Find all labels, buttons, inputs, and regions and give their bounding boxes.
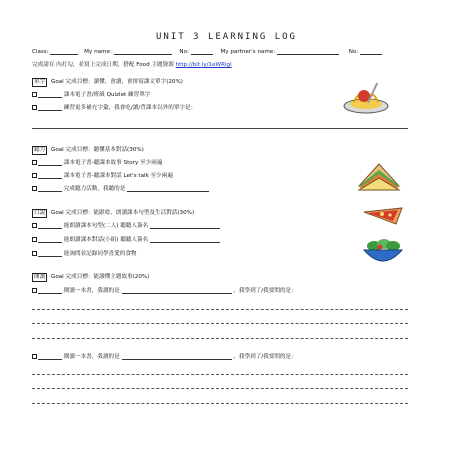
vocab-checkbox-1[interactable] bbox=[32, 92, 37, 97]
vocab-answer-line[interactable] bbox=[32, 128, 408, 129]
reading-item-2-suffix: ，我學到了/我要問的是： bbox=[233, 354, 297, 360]
reading-line-1[interactable] bbox=[32, 309, 408, 310]
listening-tag: 聽力 bbox=[34, 147, 46, 153]
vocab-checkbox-2[interactable] bbox=[32, 105, 37, 110]
speaking-checkbox-1[interactable] bbox=[32, 223, 37, 228]
listening-date-3[interactable] bbox=[38, 185, 62, 192]
spaghetti-icon bbox=[340, 80, 392, 116]
reading-book-2[interactable] bbox=[122, 353, 232, 360]
pizza-icon bbox=[362, 206, 404, 228]
sandwich-icon bbox=[355, 160, 403, 194]
listening-answer-field[interactable] bbox=[127, 185, 209, 192]
vocab-item-2 bbox=[32, 103, 196, 111]
vocab-item-2-text: 練習更多補充字彙，我會吃/讀/背課本以外的單字是： bbox=[63, 105, 197, 111]
partner-field[interactable] bbox=[277, 48, 339, 55]
listening-item-1-text: 課本電子書-聽課本故事 Story 至少兩遍 bbox=[63, 160, 163, 166]
reading-line-4[interactable] bbox=[32, 374, 408, 375]
reading-item-2-prefix: 閱讀一本書，我讀的是 bbox=[63, 354, 120, 360]
speaking-goal-text: Goal 完成目標：能跟唸、朗讀課本句型及生活對話(30%) bbox=[50, 210, 195, 216]
no-field[interactable] bbox=[191, 48, 213, 55]
class-label: Class: bbox=[32, 49, 49, 55]
listening-checkbox-2[interactable] bbox=[32, 173, 37, 178]
speaking-checkbox-3[interactable] bbox=[32, 251, 37, 256]
instructions bbox=[32, 60, 232, 68]
vocab-item-1-text: 課本電子書/班級 Quizlet 練習單字 bbox=[63, 92, 151, 98]
resource-link[interactable]: http://bit.ly/1eWRigl bbox=[175, 62, 232, 68]
vocab-tag: 單字 bbox=[34, 79, 46, 85]
speaking-date-1[interactable] bbox=[38, 222, 62, 229]
vocab-date-1[interactable] bbox=[38, 91, 62, 98]
header-row bbox=[32, 48, 382, 55]
reading-item-2 bbox=[32, 352, 297, 360]
reading-line-2[interactable] bbox=[32, 323, 408, 324]
listening-checkbox-1[interactable] bbox=[32, 160, 37, 165]
reading-line-5[interactable] bbox=[32, 388, 408, 389]
class-field[interactable] bbox=[50, 48, 78, 55]
no2-field[interactable] bbox=[360, 48, 382, 55]
listening-item-2 bbox=[32, 171, 173, 179]
listening-item-3-text: 完成聽力活動，我聽的是 bbox=[63, 186, 126, 192]
no2-label: No: bbox=[348, 49, 359, 55]
reading-book-1[interactable] bbox=[122, 287, 232, 294]
speaking-tag: 口說 bbox=[34, 210, 46, 216]
name-label: My name: bbox=[84, 49, 112, 55]
reading-tag: 閱讀 bbox=[34, 274, 46, 280]
reading-item-1-prefix: 閱讀一本書，我讀的是 bbox=[63, 288, 120, 294]
partner-label: My partner's name: bbox=[220, 49, 276, 55]
reading-date-2[interactable] bbox=[38, 353, 62, 360]
speaking-signature-1[interactable] bbox=[150, 222, 220, 229]
reading-line-3[interactable] bbox=[32, 338, 408, 339]
listening-item-2-text: 課本電子書-聽課本對話 Let's talk 至少兩遍 bbox=[63, 173, 173, 179]
name-field[interactable] bbox=[114, 48, 172, 55]
speaking-goal bbox=[32, 208, 194, 218]
speaking-item-2-text: 能朗讀課本對話(小組) 聽聽人簽名 bbox=[63, 237, 149, 243]
speaking-checkbox-2[interactable] bbox=[32, 237, 37, 242]
speaking-signature-2[interactable] bbox=[150, 236, 220, 243]
reading-line-6[interactable] bbox=[32, 403, 408, 404]
speaking-item-1 bbox=[32, 221, 220, 229]
no-label: No: bbox=[179, 49, 189, 55]
reading-goal-text: Goal 完成目標：能讀懂主題故事(20%) bbox=[50, 274, 150, 280]
speaking-item-1-text: 能朗讀課本句型(二人) 聽聽人簽名 bbox=[63, 223, 149, 229]
listening-goal-text: Goal 完成目標：聽懂基本對話(30%) bbox=[50, 147, 144, 153]
speaking-date-2[interactable] bbox=[38, 236, 62, 243]
vocab-date-2[interactable] bbox=[38, 104, 62, 111]
reading-item-1-suffix: ，我學到了/我要問的是： bbox=[233, 288, 297, 294]
listening-goal bbox=[32, 145, 144, 155]
listening-item-3 bbox=[32, 184, 209, 192]
vocab-item-1 bbox=[32, 90, 150, 98]
page-title: UNIT 3 LEARNING LOG bbox=[156, 32, 297, 42]
instructions-text: 完成請在 內打勾，並寫上完成日期，搭配 Food 主題資源 bbox=[32, 62, 174, 68]
reading-date-1[interactable] bbox=[38, 287, 62, 294]
reading-checkbox-1[interactable] bbox=[32, 288, 37, 293]
listening-date-1[interactable] bbox=[38, 159, 62, 166]
speaking-date-3[interactable] bbox=[38, 250, 62, 257]
reading-goal bbox=[32, 272, 149, 282]
listening-date-2[interactable] bbox=[38, 172, 62, 179]
vocab-goal bbox=[32, 77, 183, 87]
reading-checkbox-2[interactable] bbox=[32, 354, 37, 359]
listening-checkbox-3[interactable] bbox=[32, 186, 37, 191]
listening-item-1 bbox=[32, 158, 162, 166]
reading-item-1 bbox=[32, 286, 297, 294]
speaking-item-3-text: 能詢問並記錄同學喜愛的食物 bbox=[63, 251, 137, 257]
speaking-item-3 bbox=[32, 249, 137, 257]
speaking-item-2 bbox=[32, 235, 220, 243]
salad-icon bbox=[360, 236, 406, 266]
vocab-goal-text: Goal 完成目標：讀懂、會讀，會拼寫課文單字(20%) bbox=[50, 79, 183, 85]
